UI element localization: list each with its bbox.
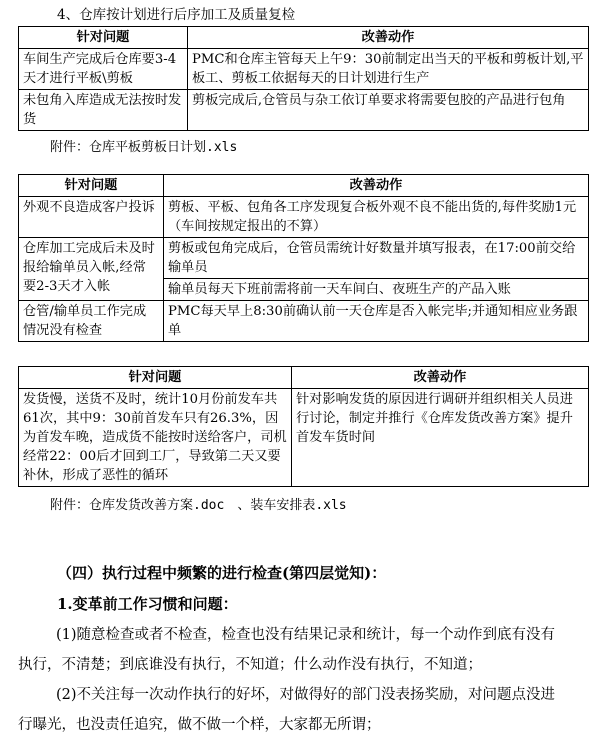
table-row <box>19 90 589 131</box>
action-cell: 剪板完成后,仓管员与杂工依订单要求将需要包胶的产品进行包角 <box>188 90 589 131</box>
action-cell: 针对影响发货的原因进行调研并组织相关人员进行讨论，制定并推行《仓库发货改善方案》提升首发车货时间 <box>292 389 589 487</box>
column-header-problem: 针对问题 <box>19 27 188 49</box>
column-header-problem: 针对问题 <box>19 367 292 389</box>
problem-cell: 发货慢，送货不及时，统计10月份前发车共61次，其中9：30前首发车只有26.3%，因为首发车晚，造成货不能按时送给客户，司机经常22：00后才回到工厂，导致第二天又要补休，形成了恶性的循环 <box>19 389 292 487</box>
table-row <box>19 301 589 342</box>
action-cell: 剪板或包角完成后，仓管员需统计好数量并填写报表，在17:00前交给输单员 <box>164 238 589 279</box>
table-header-row <box>19 175 589 197</box>
paragraph-1: (1)随意检查或者不检查，检查也没有结果记录和统计，每一个动作到底有没有执行，不清楚；到底谁没有执行，不知道；什么动作没有执行，不知道； <box>18 627 556 673</box>
attachment-line-2 <box>50 494 347 513</box>
column-header-problem: 针对问题 <box>19 175 164 197</box>
attachment-label: 附件： <box>50 498 90 513</box>
table-header-row <box>19 367 589 389</box>
attachment-line-1 <box>50 136 237 155</box>
table-1 <box>18 26 589 131</box>
attachment-label: 附件： <box>50 140 90 155</box>
subsection-title: 1.变革前工作习惯和问题： <box>57 595 238 613</box>
problem-cell: 未包角入库造成无法按时发货 <box>19 90 188 131</box>
table-row <box>19 49 589 90</box>
problem-cell: 仓管/输单员工作完成情况没有检查 <box>19 301 164 342</box>
table-2 <box>18 174 589 342</box>
action-cell: 剪板、平板、包角各工序发现复合板外观不良不能出货的,每件奖励1元（车间按规定报出的不算） <box>164 197 589 238</box>
attachment-files: 仓库发货改善方案.doc 、装车安排表.xls <box>89 498 347 513</box>
section-heading: 4、仓库按计划进行后序加工及质量复检 <box>57 7 296 23</box>
paragraph-2: (2)不关注每一次动作执行的好坏，对做得好的部门没表扬奖励，对问题点没进行曝光，也没责任追究，做不做一个样，大家都无所谓； <box>18 687 556 733</box>
attachment-files: 仓库平板剪板日计划.xls <box>89 140 238 155</box>
table-row <box>19 238 589 279</box>
section-title: （四）执行过程中频繁的进行检查(第四层觉知)： <box>57 564 387 582</box>
problem-cell: 车间生产完成后仓库要3-4天才进行平板\剪板 <box>19 49 188 90</box>
table-3 <box>18 366 589 487</box>
action-cell: PMC每天早上8:30前确认前一天仓库是否入帐完毕;并通知相应业务跟单 <box>164 301 589 342</box>
table-row <box>19 389 589 487</box>
problem-cell: 仓库加工完成后未及时报给输单员入帐,经常要2-3天才入帐 <box>19 238 164 301</box>
table-header-row <box>19 27 589 49</box>
column-header-action: 改善动作 <box>188 27 589 49</box>
action-cell: PMC和仓库主管每天上午9：30前制定出当天的平板和剪板计划,平板工、剪板工依据每天的日计划进行生产 <box>188 49 589 90</box>
action-cell: 输单员每天下班前需将前一天车间白、夜班生产的产品入账 <box>164 279 589 301</box>
column-header-action: 改善动作 <box>292 367 589 389</box>
problem-cell: 外观不良造成客户投诉 <box>19 197 164 238</box>
column-header-action: 改善动作 <box>164 175 589 197</box>
table-row <box>19 197 589 238</box>
